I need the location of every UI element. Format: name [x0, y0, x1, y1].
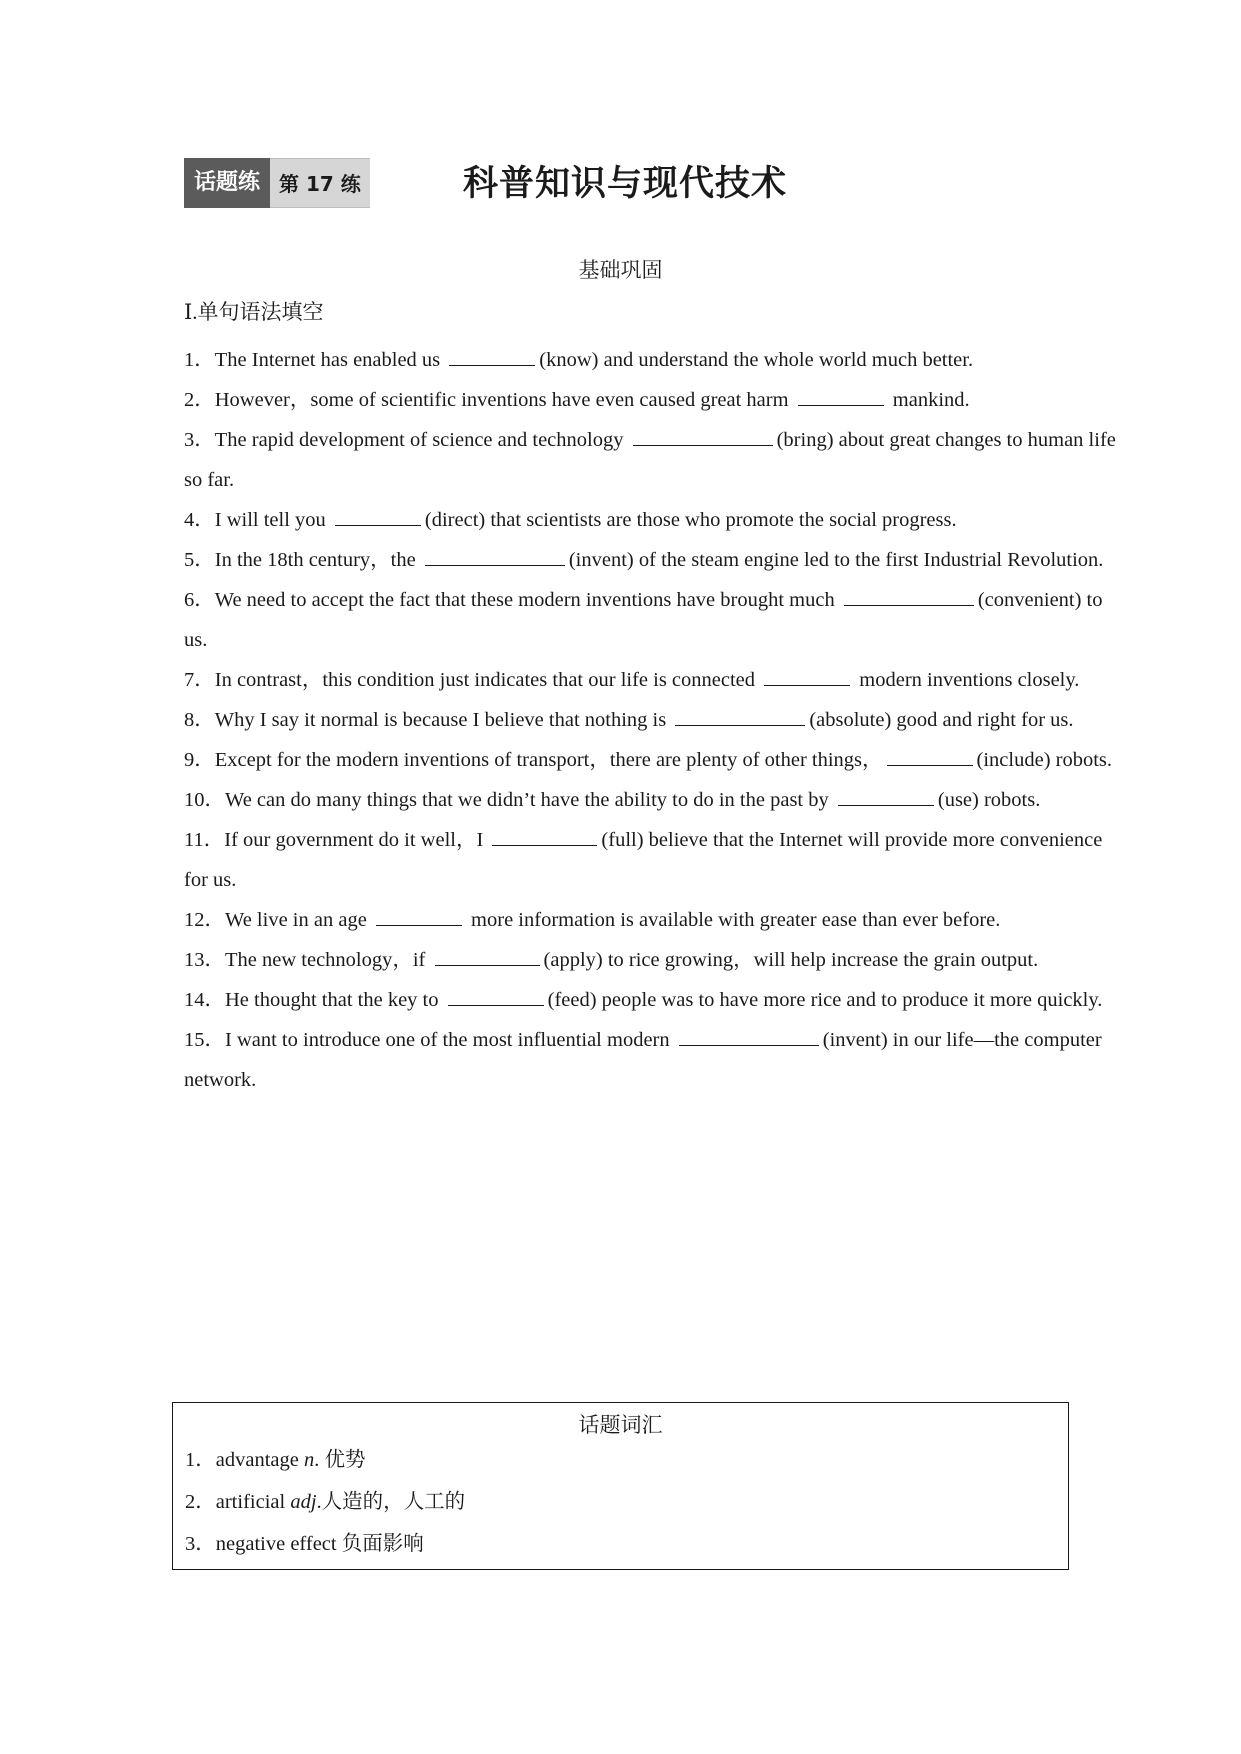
question-number: 14． [184, 989, 225, 1011]
answer-blank[interactable] [764, 667, 850, 686]
question-text: mankind. [887, 389, 970, 411]
answer-blank[interactable] [425, 547, 565, 566]
question-number: 5． [184, 549, 215, 571]
answer-blank[interactable] [838, 787, 934, 806]
question-item [184, 940, 1130, 980]
question-item [184, 500, 1130, 540]
question-number: 15． [184, 1029, 225, 1051]
question-number: 6． [184, 589, 215, 611]
question-text: We can do many things that we didn’t have the ability to do in the past by [225, 789, 834, 811]
answer-blank[interactable] [376, 907, 462, 926]
vocab-title: 话题词汇 [578, 1413, 663, 1437]
answer-blank[interactable] [335, 507, 421, 526]
question-text: We need to accept the fact that these modern inventions have brought much [214, 589, 840, 611]
question-number: 11． [184, 829, 225, 851]
answer-blank[interactable] [675, 707, 805, 726]
badge-number: 第 17 练 [270, 158, 370, 208]
question-number: 8． [184, 709, 215, 731]
question-text: (direct) that scientists are those who promote the social progress. [424, 509, 957, 531]
question-text: (include) robots. [976, 749, 1113, 771]
question-text: modern inventions closely. [854, 669, 1080, 691]
question-text: In contrast，this condition just indicates that our life is connected [214, 669, 761, 691]
question-text: He thought that the key to [225, 989, 444, 1011]
question-number: 9． [184, 749, 215, 771]
exercise-badge [184, 158, 370, 208]
question-item [184, 420, 1130, 500]
question-item [184, 980, 1130, 1020]
question-number: 13． [184, 949, 225, 971]
question-number: 7． [184, 669, 215, 691]
vocab-item [173, 1439, 1068, 1481]
answer-blank[interactable] [798, 387, 884, 406]
subsection-heading: Ⅰ.单句语法填空 [184, 300, 324, 324]
question-item [184, 540, 1130, 580]
question-item [184, 900, 1130, 940]
vocab-part-of-speech: adj [290, 1491, 317, 1513]
question-text: Except for the modern inventions of transport，there are plenty of other things， [214, 749, 883, 771]
question-number: 3． [184, 429, 215, 451]
badge-category: 话题练 [184, 158, 270, 208]
question-text: (apply) to rice growing，will help increase the grain output. [543, 949, 1039, 971]
question-text: The new technology，if [225, 949, 431, 971]
question-text: We live in an age [225, 909, 372, 931]
vocab-separator: . [314, 1449, 325, 1471]
question-text: (absolute) good and right for us. [809, 709, 1074, 731]
answer-blank[interactable] [679, 1027, 819, 1046]
question-text: However，some of scientific inventions have even caused great harm [214, 389, 794, 411]
question-item [184, 780, 1130, 820]
question-text: (use) robots. [937, 789, 1041, 811]
answer-blank[interactable] [449, 347, 535, 366]
question-text: Why I say it normal is because I believe that nothing is [214, 709, 672, 731]
question-number: 12． [184, 909, 225, 931]
question-text: The Internet has enabled us [214, 349, 446, 371]
question-number: 2． [184, 389, 215, 411]
question-text: (invent) of the steam engine led to the first Industrial Revolution. [568, 549, 1104, 571]
question-item [184, 740, 1130, 780]
question-item [184, 660, 1130, 700]
question-number: 10． [184, 789, 225, 811]
vocab-meaning: 人造的，人工的 [321, 1491, 466, 1513]
question-item [184, 700, 1130, 740]
answer-blank[interactable] [435, 947, 540, 966]
question-item [184, 1020, 1130, 1100]
question-text: I will tell you [214, 509, 331, 531]
vocab-item [173, 1523, 1068, 1565]
question-item [184, 820, 1130, 900]
answer-blank[interactable] [887, 747, 973, 766]
question-number: 4． [184, 509, 215, 531]
question-text: The rapid development of science and technology [214, 429, 629, 451]
question-item [184, 380, 1130, 420]
question-text: I want to introduce one of the most influential modern [225, 1029, 675, 1051]
vocab-item [173, 1481, 1068, 1523]
vocab-number: 2． [185, 1491, 216, 1513]
question-text: (convenient) to us. [184, 589, 1103, 651]
vocab-meaning: 优势 [324, 1449, 366, 1471]
question-item [184, 340, 1130, 380]
question-text: (invent) in our life—the computer network. [184, 1029, 1102, 1091]
vocab-word: artificial [215, 1491, 291, 1513]
question-number: 1． [184, 349, 215, 371]
question-text: (bring) about great changes to human life so far. [184, 429, 1116, 491]
question-text: (feed) people was to have more rice and to produce it more quickly. [547, 989, 1103, 1011]
question-text: more information is available with greater ease than ever before. [465, 909, 1001, 931]
answer-blank[interactable] [448, 987, 544, 1006]
vocab-meaning: 负面影响 [341, 1533, 424, 1555]
question-text: (know) and understand the whole world much better. [539, 349, 974, 371]
vocab-word: advantage [215, 1449, 304, 1471]
page-title: 科普知识与现代技术 [463, 164, 788, 204]
answer-blank[interactable] [492, 827, 597, 846]
vocab-number: 1． [185, 1449, 216, 1471]
vocab-word: negative effect [215, 1533, 342, 1555]
question-list [184, 340, 1130, 1100]
topic-vocabulary-box [172, 1402, 1069, 1570]
section-heading: 基础巩固 [578, 258, 663, 282]
question-text: If our government do it well，I [224, 829, 489, 851]
question-item [184, 580, 1130, 660]
question-text: (full) believe that the Internet will provide more convenience for us. [184, 829, 1103, 891]
vocab-separator: . [316, 1491, 322, 1513]
vocab-number: 3． [185, 1533, 216, 1555]
vocab-part-of-speech: n [303, 1449, 315, 1471]
answer-blank[interactable] [844, 587, 974, 606]
question-text: In the 18th century，the [214, 549, 421, 571]
answer-blank[interactable] [633, 427, 773, 446]
